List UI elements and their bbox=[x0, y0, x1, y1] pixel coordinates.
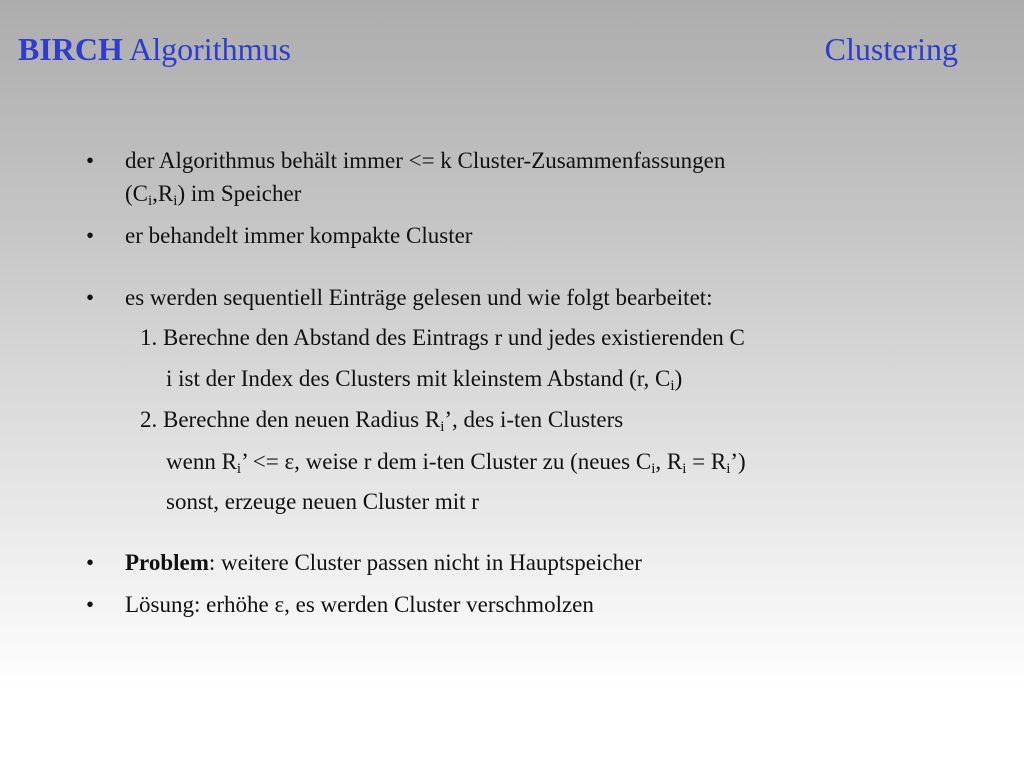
bullet-1-line-1: der Algorithmus behält immer <= k Cluster-Zusammenfassungen bbox=[125, 148, 726, 173]
title-algorithmus: Algorithmus bbox=[122, 31, 291, 67]
step-1: 1. Berechne den Abstand des Eintrags r und jedes existierenden C bbox=[140, 325, 745, 350]
bullet-2: • bbox=[86, 223, 95, 248]
bullet-5: • bbox=[86, 592, 95, 617]
bullet-1: • bbox=[86, 148, 95, 173]
bullet-5-text: Lösung: erhöhe ε, es werden Cluster verschmolzen bbox=[125, 592, 594, 617]
problem-label: Problem bbox=[125, 550, 209, 575]
step-2-condition: wenn $R_i$’ <= ε, weise r dem i-ten Cluster zu (neues $C_i$, $R_i$ = $R_i$’) bbox=[166, 449, 746, 477]
bullet-1-line-2: $(C_i,R_i)$ im Speicher bbox=[125, 181, 302, 209]
bullet-2-text: er behandelt immer kompakte Cluster bbox=[125, 223, 473, 248]
bullet-4-text: Problem: weitere Cluster passen nicht in Hauptspeicher bbox=[125, 550, 642, 575]
step-2-else: sonst, erzeuge neuen Cluster mit r bbox=[166, 489, 479, 514]
bullet-3: • bbox=[86, 285, 95, 310]
title-birch: BIRCH bbox=[18, 31, 123, 67]
bullet-3-text: es werden sequentiell Einträge gelesen und wie folgt bearbeitet: bbox=[125, 285, 713, 310]
bullet-4: • bbox=[86, 550, 95, 575]
title-clustering: Clustering bbox=[824, 31, 958, 67]
step-1-detail: i ist der Index des Clusters mit kleinstem Abstand (r, $C_i$) bbox=[166, 366, 683, 394]
step-2: 2. Berechne den neuen Radius $R_i$’, des i-ten Clusters bbox=[140, 407, 624, 435]
